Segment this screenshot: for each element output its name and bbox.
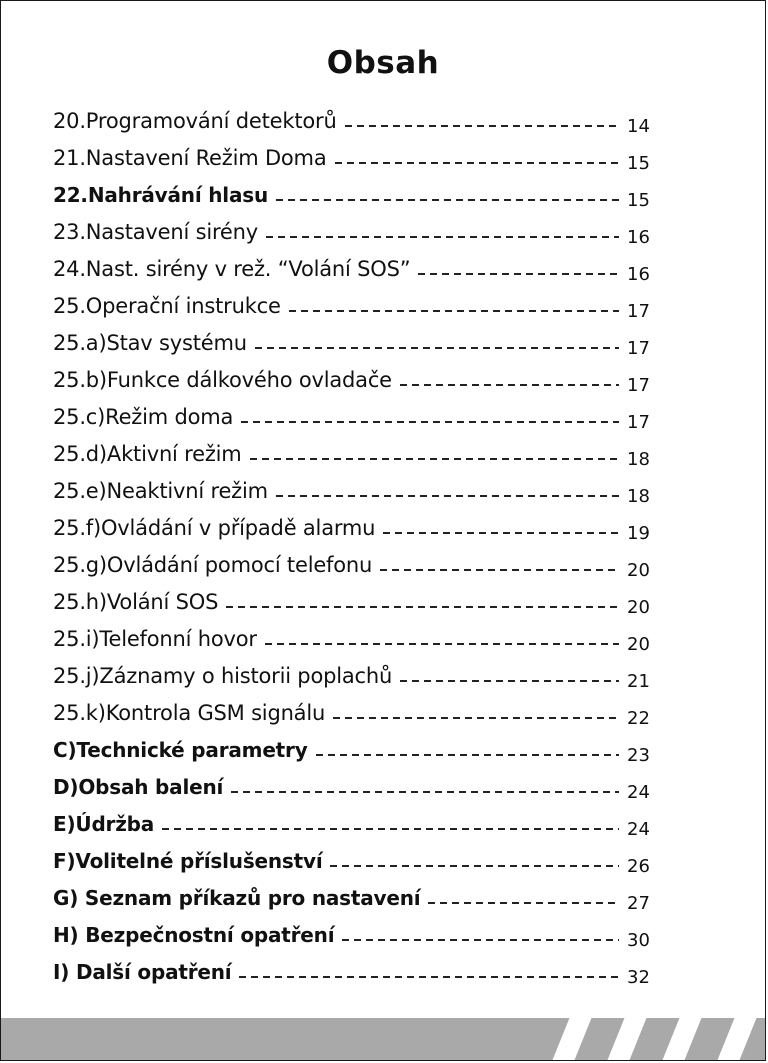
toc-entry xyxy=(53,689,653,729)
toc-leader-dashes xyxy=(418,273,619,275)
footer-stripe-bar xyxy=(1,1018,765,1060)
footer-stripe xyxy=(718,1018,757,1060)
toc-leader-dashes xyxy=(335,162,620,164)
toc-entry xyxy=(53,911,653,951)
toc-entry-page-number: 26 xyxy=(627,856,650,877)
table-of-contents xyxy=(53,97,653,988)
toc-entry xyxy=(53,134,653,174)
toc-entry-page-number: 20 xyxy=(627,597,650,618)
toc-leader-dashes xyxy=(428,902,619,904)
toc-entry xyxy=(53,800,653,840)
toc-entry xyxy=(53,245,653,285)
footer-stripe xyxy=(553,1018,592,1060)
toc-leader-dashes xyxy=(289,310,619,312)
toc-entry-label: 25.d)Aktivní režim xyxy=(53,442,242,466)
toc-entry-page-number: 15 xyxy=(627,153,650,174)
toc-entry xyxy=(53,652,653,692)
toc-entry-page-number: 30 xyxy=(627,930,650,951)
toc-entry-page-number: 21 xyxy=(627,671,650,692)
toc-entry xyxy=(53,541,653,581)
toc-entry-label: F)Volitelné příslušenství xyxy=(53,849,323,873)
toc-entry xyxy=(53,948,653,988)
toc-leader-dashes xyxy=(400,384,619,386)
toc-leader-dashes xyxy=(250,458,619,460)
toc-leader-dashes xyxy=(226,606,619,608)
toc-leader-dashes xyxy=(330,865,619,867)
toc-entry xyxy=(53,282,653,322)
toc-entry-page-number: 17 xyxy=(627,301,650,322)
toc-leader-dashes xyxy=(162,828,619,830)
toc-entry xyxy=(53,356,653,396)
toc-entry xyxy=(53,763,653,803)
toc-entry xyxy=(53,97,653,137)
toc-entry-label: 24.Nast. sirény v rež. “Volání SOS” xyxy=(53,257,411,281)
toc-entry-page-number: 23 xyxy=(627,745,650,766)
toc-entry-page-number: 16 xyxy=(627,227,650,248)
toc-entry-label: 21.Nastavení Režim Doma xyxy=(53,146,327,170)
toc-entry xyxy=(53,578,653,618)
toc-leader-dashes xyxy=(276,199,619,201)
toc-leader-dashes xyxy=(316,754,619,756)
toc-leader-dashes xyxy=(342,939,619,941)
toc-entry xyxy=(53,319,653,359)
toc-entry xyxy=(53,874,653,914)
toc-leader-dashes xyxy=(239,976,619,978)
toc-leader-dashes xyxy=(345,125,619,127)
toc-entry-page-number: 14 xyxy=(627,116,650,137)
toc-entry xyxy=(53,171,653,211)
toc-entry-label: G) Seznam příkazů pro nastavení xyxy=(53,886,421,910)
toc-entry xyxy=(53,393,653,433)
toc-entry xyxy=(53,726,653,766)
toc-entry-label: E)Údržba xyxy=(53,812,155,836)
toc-entry xyxy=(53,504,653,544)
toc-leader-dashes xyxy=(266,236,619,238)
toc-entry-page-number: 17 xyxy=(627,338,650,359)
toc-entry xyxy=(53,837,653,877)
toc-entry-label: 25.f)Ovládání v případě alarmu xyxy=(53,516,376,540)
toc-leader-dashes xyxy=(276,495,619,497)
toc-leader-dashes xyxy=(333,717,619,719)
toc-entry-label: 22.Nahrávání hlasu xyxy=(53,183,268,207)
toc-entry-page-number: 15 xyxy=(627,190,650,211)
toc-entry xyxy=(53,430,653,470)
toc-entry-label: 25.j)Záznamy o historii poplachů xyxy=(53,664,393,688)
toc-entry-label: 25.e)Neaktivní režim xyxy=(53,479,268,503)
toc-entry-label: C)Technické parametry xyxy=(53,738,308,762)
toc-entry-page-number: 24 xyxy=(627,782,650,803)
toc-entry xyxy=(53,467,653,507)
toc-entry-page-number: 17 xyxy=(627,412,650,433)
toc-entry-label: 25.k)Kontrola GSM signálu xyxy=(53,701,326,725)
toc-entry-page-number: 17 xyxy=(627,375,650,396)
toc-entry-label: I) Další opatření xyxy=(53,960,232,984)
toc-leader-dashes xyxy=(241,421,619,423)
toc-entry-label: 25.Operační instrukce xyxy=(53,294,281,318)
toc-entry-page-number: 27 xyxy=(627,893,650,914)
toc-entry-page-number: 20 xyxy=(627,560,650,581)
toc-entry-page-number: 24 xyxy=(627,819,650,840)
footer-stripe xyxy=(663,1018,702,1060)
toc-entry-page-number: 18 xyxy=(627,449,650,470)
toc-entry-page-number: 18 xyxy=(627,486,650,507)
toc-entry-label: D)Obsah balení xyxy=(53,775,224,799)
page-title: Obsah xyxy=(326,45,440,81)
toc-entry xyxy=(53,615,653,655)
toc-entry-label: 25.i)Telefonní hovor xyxy=(53,627,257,651)
toc-leader-dashes xyxy=(383,532,619,534)
toc-leader-dashes xyxy=(255,347,619,349)
toc-entry-label: 25.g)Ovládání pomocí telefonu xyxy=(53,553,373,577)
toc-entry-label: H) Bezpečnostní opatření xyxy=(53,923,335,947)
toc-entry-label: 25.b)Funkce dálkového ovladače xyxy=(53,368,392,392)
toc-entry-label: 23.Nastavení sirény xyxy=(53,220,258,244)
toc-leader-dashes xyxy=(380,569,619,571)
toc-leader-dashes xyxy=(400,680,619,682)
toc-entry-page-number: 22 xyxy=(627,708,650,729)
toc-entry-page-number: 16 xyxy=(627,264,650,285)
toc-entry-page-number: 32 xyxy=(627,967,650,988)
toc-entry-label: 20.Programování detektorů xyxy=(53,109,337,133)
toc-entry-label: 25.c)Režim doma xyxy=(53,405,234,429)
toc-entry-label: 25.a)Stav systému xyxy=(53,331,247,355)
footer-stripe xyxy=(608,1018,647,1060)
toc-entry-page-number: 19 xyxy=(627,523,650,544)
toc-entry-label: 25.h)Volání SOS xyxy=(53,590,219,614)
toc-leader-dashes xyxy=(265,643,619,645)
toc-entry-page-number: 20 xyxy=(627,634,650,655)
toc-leader-dashes xyxy=(231,791,619,793)
toc-entry xyxy=(53,208,653,248)
